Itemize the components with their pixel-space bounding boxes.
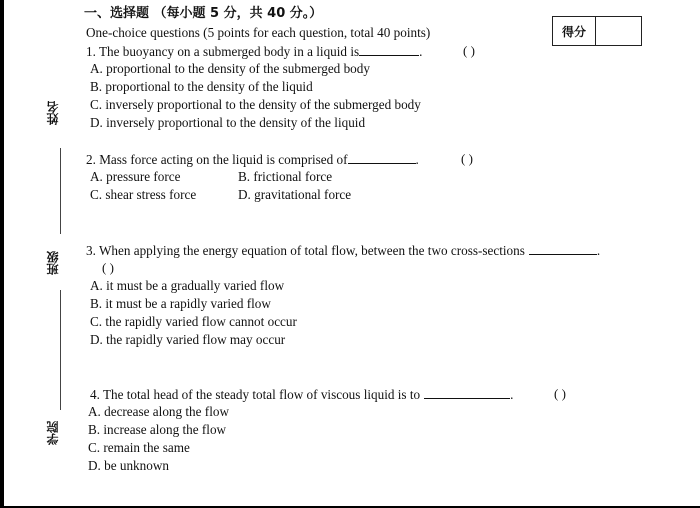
question-2-option-c: C. shear stress force: [90, 187, 197, 202]
question-4-option-a: A. decrease along the flow: [88, 404, 229, 419]
answer-blank[interactable]: [529, 242, 597, 255]
question-3-option-c: C. the rapidly varied flow cannot occur: [90, 314, 297, 329]
question-1-option-a: A. proportional to the density of the submerged body: [90, 61, 370, 76]
score-label: 得分: [553, 17, 596, 45]
question-2-stem: [86, 151, 419, 168]
question-stem-text: 2. Mass force acting on the liquid is comprised of: [86, 152, 348, 167]
question-2-option-d: D. gravitational force: [238, 187, 352, 202]
stem-period: .: [419, 44, 423, 59]
stem-period: .: [415, 152, 419, 167]
score-field[interactable]: [596, 17, 641, 45]
side-label-class: 班级: [46, 251, 60, 275]
answer-blank[interactable]: [348, 151, 416, 164]
answer-blank[interactable]: [359, 43, 419, 56]
question-stem-text: 3. When applying the energy equation of total flow, between the two cross-sections: [86, 243, 525, 258]
question-2-option-b: B. frictional force: [238, 169, 333, 184]
question-3-stem: [86, 242, 600, 259]
answer-blank[interactable]: [424, 386, 510, 399]
question-1-option-c: C. inversely proportional to the density of the submerged body: [90, 97, 421, 112]
question-2-option-a: A. pressure force: [90, 169, 181, 184]
stem-period: .: [596, 243, 601, 258]
question-4-option-c: C. remain the same: [88, 440, 190, 455]
side-label-name: 姓名: [46, 101, 60, 125]
answer-parentheses[interactable]: ( ): [461, 151, 473, 166]
question-4-stem: [90, 386, 513, 403]
question-3-option-a: A. it must be a gradually varied flow: [90, 278, 285, 293]
exam-page: [4, 0, 700, 506]
question-4-option-d: D. be unknown: [88, 458, 169, 473]
binding-line: [60, 290, 61, 410]
answer-parentheses[interactable]: ( ): [554, 386, 566, 401]
question-1-option-d: D. inversely proportional to the density of the liquid: [90, 115, 366, 130]
question-3-option-b: B. it must be a rapidly varied flow: [90, 296, 271, 311]
question-stem-text: 1. The buoyancy on a submerged body in a liquid is: [86, 44, 360, 59]
side-label-college: 学院: [46, 421, 60, 445]
stem-period: .: [510, 387, 514, 402]
question-3-option-d: D. the rapidly varied flow may occur: [90, 332, 286, 347]
question-1-stem: [86, 43, 422, 60]
answer-parentheses[interactable]: ( ): [463, 43, 475, 58]
answer-parentheses[interactable]: ( ): [102, 260, 114, 275]
score-box: [552, 16, 642, 46]
section-title-cn: 一、选择题 （每小题 5 分，共 40 分。）: [84, 6, 323, 21]
binding-line: [60, 148, 61, 234]
section-title-en: One-choice questions (5 points for each question, total 40 points): [86, 25, 431, 40]
question-4-option-b: B. increase along the flow: [88, 422, 227, 437]
question-1-option-b: B. proportional to the density of the liquid: [90, 79, 313, 94]
question-stem-text: 4. The total head of the steady total flow of viscous liquid is to: [90, 387, 421, 402]
